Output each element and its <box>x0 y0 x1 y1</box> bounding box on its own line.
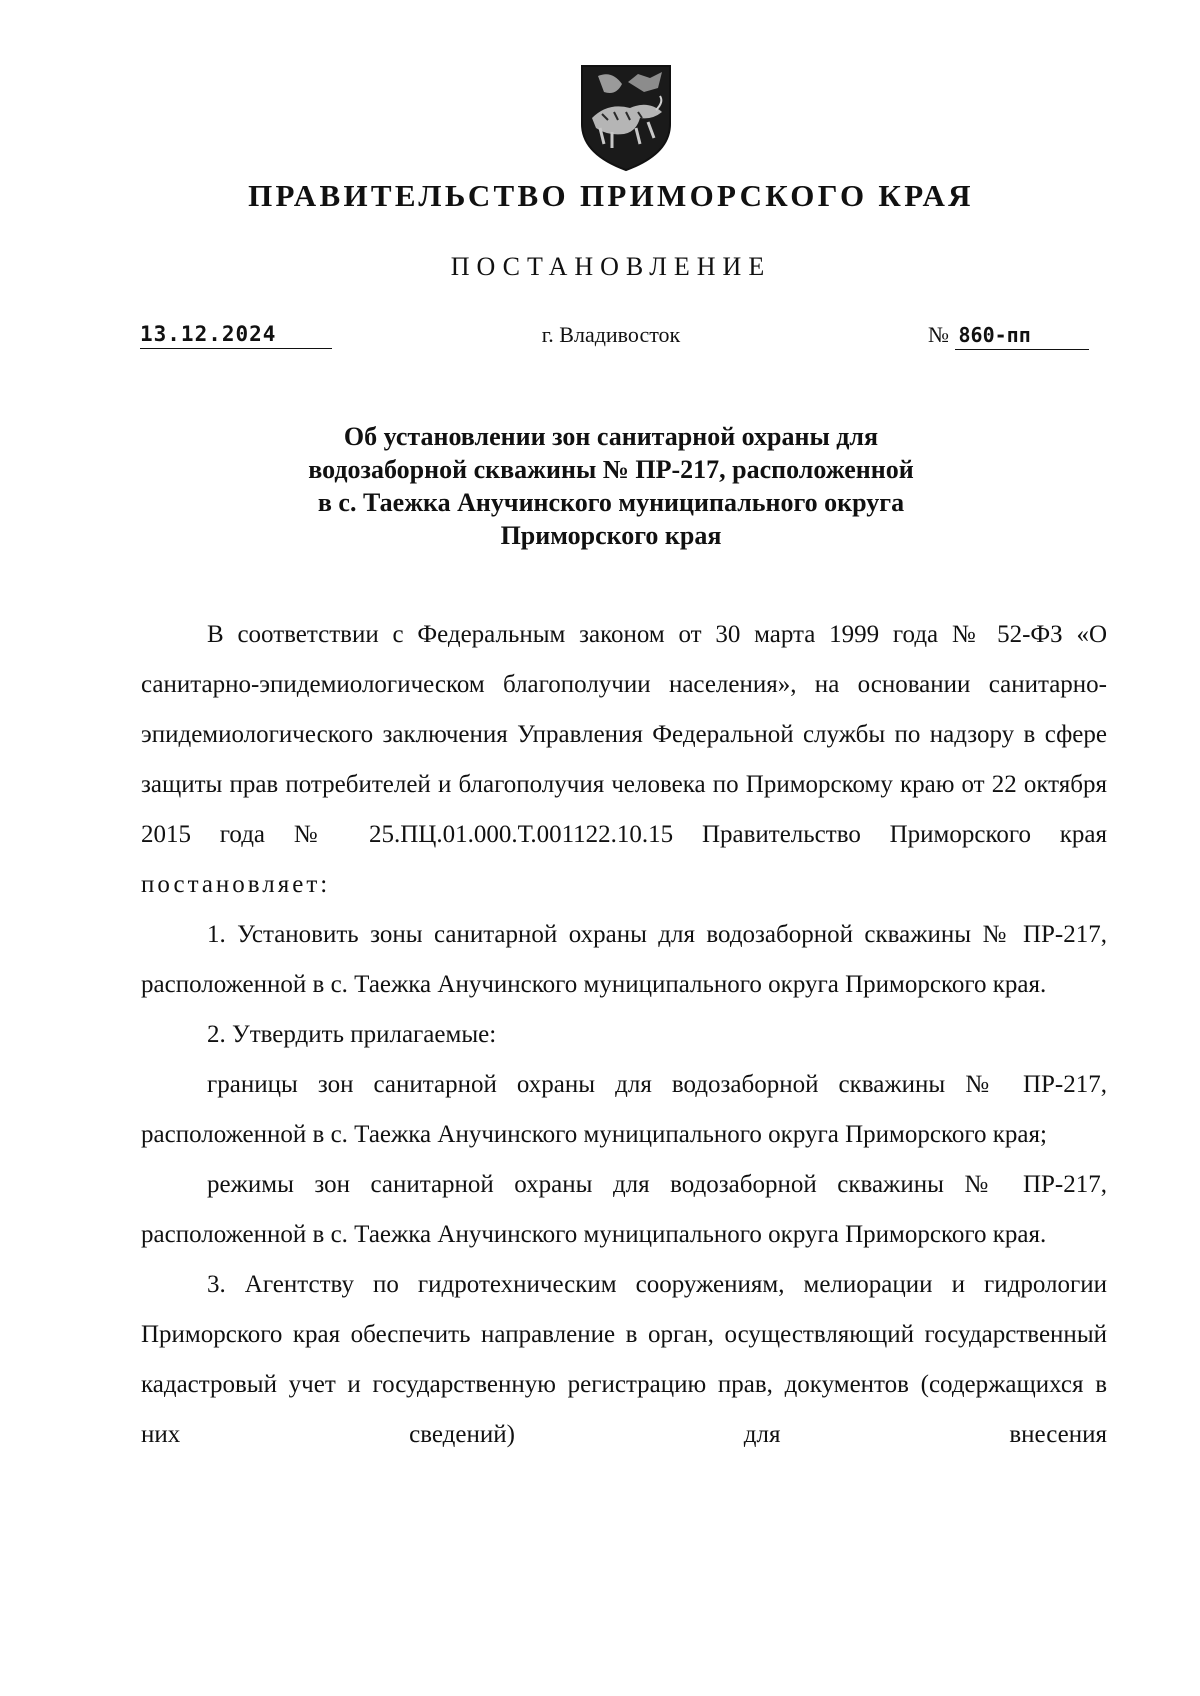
item-2a-paragraph: границы зон санитарной охраны для водозаборной скважины № ПР-217, расположенной в с. Таежка Анучинского муниципального округа Приморского края; <box>141 1071 1107 1148</box>
title-line: в с. Таежка Анучинского муниципального округа <box>317 488 905 517</box>
coat-of-arms-icon <box>578 62 674 174</box>
document-title <box>22 420 1200 552</box>
number-value: 860-пп <box>955 323 1089 350</box>
number-sign: № <box>928 322 949 347</box>
preamble-paragraph <box>141 610 1107 910</box>
title-line: водозаборной скважины № ПР-217, расположенной <box>308 455 914 484</box>
item-3-paragraph: 3. Агентству по гидротехническим сооружениям, мелиорации и гидрологии Приморского края обеспечить направление в орган, осуществляющий государственный кадастровый учет и государственную регистрацию прав, документов (содержащихся в них сведений) для внесения <box>141 1271 1107 1448</box>
decree-word: постановляет: <box>141 871 331 898</box>
document-date: 13.12.2024 <box>140 322 332 349</box>
title-line: Приморского края <box>500 521 722 550</box>
document-city: г. Владивосток <box>541 322 681 347</box>
item-2b-paragraph: режимы зон санитарной охраны для водозаборной скважины № ПР-217, расположенной в с. Таежка Анучинского муниципального округа Приморского края. <box>141 1171 1107 1248</box>
preamble-text: В соответствии с Федеральным законом от 30 марта 1999 года № 52-ФЗ «О санитарно-эпидемиологическом благополучии населения», на основании санитарно-эпидемиологического заключения Управления Федеральной службы по надзору в сфере защиты прав потребителей и благополучия человека по Приморскому краю от 22 октября 2015 года № 25.ПЦ.01.000.Т.001122.10.15 Правительство Приморского края <box>141 621 1107 848</box>
item-2-paragraph: 2. Утвердить прилагаемые: <box>207 1021 497 1048</box>
organization-name: ПРАВИТЕЛЬСТВО ПРИМОРСКОГО КРАЯ <box>248 178 974 213</box>
item-1-paragraph: 1. Установить зоны санитарной охраны для водозаборной скважины № ПР-217, расположенной в с. Таежка Анучинского муниципального округа Приморского края. <box>141 921 1107 998</box>
document-number <box>928 322 1104 350</box>
document-type: ПОСТАНОВЛЕНИЕ <box>450 252 772 281</box>
document-body <box>141 610 1107 1460</box>
title-line: Об установлении зон санитарной охраны для <box>343 422 879 451</box>
